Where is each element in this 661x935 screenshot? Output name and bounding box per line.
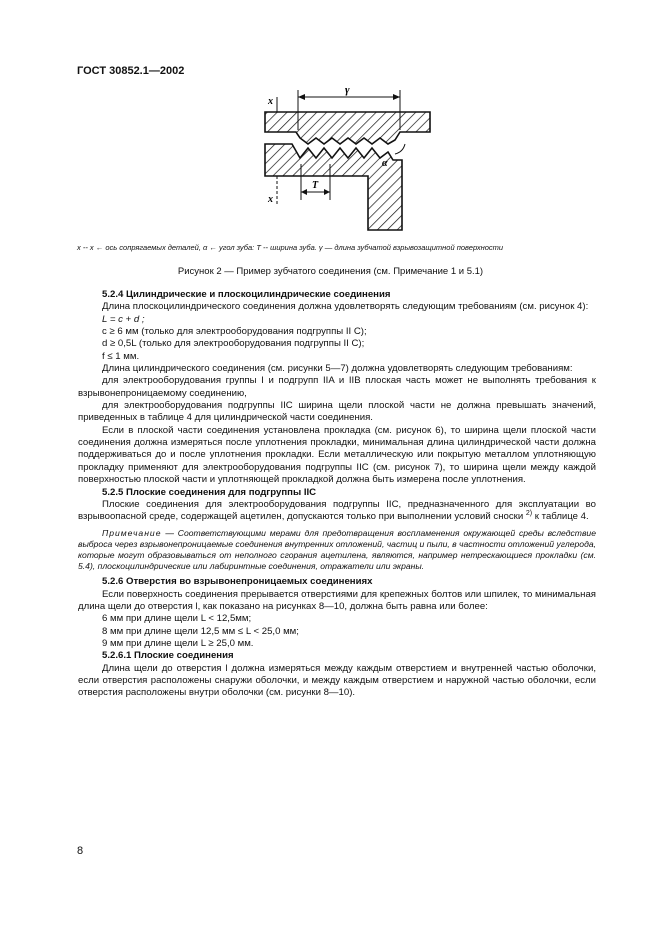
section-heading-5-2-6-1: 5.2.6.1 Плоские соединения bbox=[102, 650, 234, 662]
figure-legend: x ‑‑ x ← ось сопрягаемых деталей, α ← угол зуба: T ‑‑ ширина зуба. γ — длина зубчатой взрывозащитной поверхности bbox=[77, 243, 504, 252]
list-item: 8 мм при длине щели 12,5 мм ≤ L < 25,0 мм; bbox=[102, 625, 299, 637]
toothed-joint-figure bbox=[0, 82, 661, 242]
section-heading-5-2-5: 5.2.5 Плоские соединения для подгруппы IIC bbox=[102, 486, 317, 498]
main-text bbox=[78, 289, 596, 700]
section-heading-5-2-4: 5.2.4 Цилиндрические и плоскоцилиндрические соединения bbox=[102, 289, 391, 300]
paragraph: для электрооборудования подгруппы IIC ширина щели плоской части не должна превышать значений, приведенных в таблице 4 для цилиндрической части соединения. bbox=[78, 400, 596, 424]
label-x-bottom: x bbox=[268, 194, 273, 205]
formula: d ≥ 0,5L (только для электрооборудования подгруппы II C); bbox=[102, 338, 365, 350]
upper-part bbox=[265, 112, 430, 144]
lower-part bbox=[265, 144, 402, 230]
paragraph: Длина цилиндрического соединения (см. рисунки 5—7) должна удовлетворять следующим требованиям: bbox=[102, 363, 573, 375]
list-item: 9 мм при длине щели L ≥ 25,0 мм. bbox=[102, 638, 254, 650]
section-heading-5-2-6: 5.2.6 Отверстия во взрывонепроницаемых соединениях bbox=[102, 576, 373, 588]
footnote-ref: 2) bbox=[525, 510, 533, 517]
label-alpha: α bbox=[382, 158, 388, 169]
note-label: Примечание bbox=[102, 527, 162, 538]
label-gamma: γ bbox=[345, 84, 350, 96]
document-header: ГОСТ 30852.1—2002 bbox=[77, 65, 185, 77]
paragraph: Длина щели до отверстия l должна измеряться между каждым отверстием и внутренней частью оболочки, если отверстия расположены снаружи оболочки, и между каждым отверстием и наружной частью оболочки, если отверстия расположены внутри оболочки (см. рисунки 8—10). bbox=[78, 662, 596, 699]
paragraph: Если поверхность соединения прерывается отверстиями для крепежных болтов или шпилек, то минимальная длина щели до отверстия l, как показано на рисунках 8—10, должна быть равна или более: bbox=[78, 588, 596, 613]
label-t: T bbox=[312, 180, 319, 191]
paragraph: для электрооборудования группы I и подгрупп IIA и IIB плоская часть может не выполнять требования к взрывонепроницаемому соединению, bbox=[78, 375, 596, 399]
paragraph: Длина плоскоцилиндрического соединения должна удовлетворять следующим требованиям (см. рисунок 4): bbox=[102, 301, 589, 313]
list-item: 6 мм при длине щели L < 12,5мм; bbox=[102, 613, 252, 625]
formula: L = c + d ; bbox=[102, 313, 145, 325]
formula: f ≤ 1 мм. bbox=[102, 350, 140, 362]
page-number: 8 bbox=[77, 845, 84, 857]
figure-caption: Рисунок 2 — Пример зубчатого соединения (см. Примечание 1 и 5.1) bbox=[177, 266, 484, 277]
formula: c ≥ 6 мм (только для электрооборудования подгруппы II C); bbox=[102, 326, 367, 338]
label-x-top: x bbox=[268, 96, 273, 107]
paragraph: Если в плоской части соединения установлена прокладка (см. рисунок 6), то ширина щели плоской части соединения должна измеряться после уплотнения прокладки, минимальная длина цилиндрической части должна поддерживаться до и после уплотнения прокладки. Если металлическую или покрытую металлом уплотняющую прокладку применяют для электрооборудования подгруппы IIC (см. рисунок 7), то ширина щели между каждой поверхностью плоской части и уплотняющей прокладкой должна быть измерена после уплотнения. bbox=[78, 424, 596, 486]
paragraph: Плоские соединения для электрооборудования подгруппы IIC, предназначенного для эксплуатации во взрывоопасной среде, содержащей ацетилен, допускаются только при выполнении условий сноски $^{2)}$ к таблице 4. bbox=[78, 498, 596, 523]
note: Примечание — Соответствующими мерами для предотвращения воспламенения окружающей среды вследствие выброса через взрывонепроницаемые соединения внутренних отложений, частиц и пыли, в частности отложений углерода, которые могут образовываться от неполного сгорания ацетилена, являются, например нетрескающиеся прокладки (см. 5.4), плоскоцилиндрические или лабиринтные соединения, отражатели или экраны. bbox=[78, 527, 596, 572]
